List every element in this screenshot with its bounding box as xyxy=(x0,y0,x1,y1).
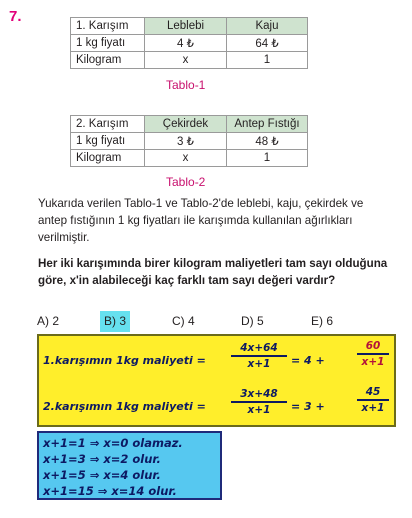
table-cell: Kilogram xyxy=(71,150,145,167)
case-line-2: x+1=3 ⇒ x=2 olur. xyxy=(43,452,161,466)
table-1-caption: Tablo-1 xyxy=(166,78,206,92)
fraction-denominator: x+1 xyxy=(247,404,271,416)
table-2 xyxy=(70,115,308,167)
table-cell: Kilogram xyxy=(71,52,145,69)
case-line-4: x+1=15 ⇒ x=14 olur. xyxy=(43,484,177,498)
solution-line-2-mid: = 3 + xyxy=(291,400,325,413)
cases-box xyxy=(37,431,222,500)
table-cell: Kaju xyxy=(227,18,308,35)
fraction-bar xyxy=(357,399,389,401)
fraction-numerator: 60 xyxy=(365,340,381,352)
option-c[interactable]: C) 4 xyxy=(172,314,195,328)
table-1 xyxy=(70,17,308,69)
solution-line-1-label: 1.karışımın 1kg maliyeti = xyxy=(43,354,206,367)
table-cell: Antep Fıstığı xyxy=(227,116,308,133)
solution-line-2-label: 2.karışımın 1kg maliyeti = xyxy=(43,400,206,413)
option-d[interactable]: D) 5 xyxy=(241,314,264,328)
table-cell: x xyxy=(145,52,227,69)
option-e[interactable]: E) 6 xyxy=(311,314,334,328)
solution-line-2-result-fraction xyxy=(357,386,389,414)
table-row xyxy=(71,116,308,133)
case-line-1: x+1=1 ⇒ x=0 olamaz. xyxy=(43,436,183,450)
table-cell: x xyxy=(145,150,227,167)
table-row xyxy=(71,18,308,35)
table-cell: 1 kg fiyatı xyxy=(71,35,145,52)
table-2-caption: Tablo-2 xyxy=(166,175,206,189)
table-cell: Leblebi xyxy=(145,18,227,35)
fraction-numerator: 45 xyxy=(365,386,381,398)
table-row xyxy=(71,150,308,167)
option-a[interactable]: A) 2 xyxy=(37,314,60,328)
solution-box xyxy=(37,334,396,427)
option-b-selected[interactable]: B) 3 xyxy=(100,311,130,332)
fraction-denominator: x+1 xyxy=(361,402,385,414)
fraction-numerator: 3x+48 xyxy=(240,388,278,400)
table-cell: 1 kg fiyatı xyxy=(71,133,145,150)
case-line-3: x+1=5 ⇒ x=4 olur. xyxy=(43,468,161,482)
table-row xyxy=(71,35,308,52)
fraction-bar xyxy=(357,353,389,355)
table-cell: 1 xyxy=(227,150,308,167)
fraction-numerator: 4x+64 xyxy=(240,342,278,354)
table-cell: 48 ₺ xyxy=(227,133,308,150)
table-cell: 3 ₺ xyxy=(145,133,227,150)
table-row xyxy=(71,52,308,69)
solution-line-1-mid: = 4 + xyxy=(291,354,325,367)
table-row xyxy=(71,133,308,150)
solution-line-2-fraction xyxy=(231,388,287,416)
table-cell: 1. Karışım xyxy=(71,18,145,35)
solution-line-1-fraction xyxy=(231,342,287,370)
table-cell: 1 xyxy=(227,52,308,69)
fraction-denominator: x+1 xyxy=(361,356,385,368)
table-cell: Çekirdek xyxy=(145,116,227,133)
question-number: 7. xyxy=(9,8,22,25)
table-cell: 4 ₺ xyxy=(145,35,227,52)
fraction-bar xyxy=(231,401,287,403)
intro-paragraph: Yukarıda verilen Tablo-1 ve Tablo-2'de leblebi, kaju, çekirdek ve antep fıstığının 1 kg fiyatları ile karışımda kullanılan ağırlıkları verilmiştir. xyxy=(38,197,364,244)
question-text: Her iki karışımında birer kilogram maliyetleri tam sayı olduğuna göre, x'in alabileceği kaç farklı tam sayı değeri vardır? xyxy=(38,257,388,287)
table-cell: 2. Karışım xyxy=(71,116,145,133)
table-cell: 64 ₺ xyxy=(227,35,308,52)
fraction-bar xyxy=(231,355,287,357)
fraction-denominator: x+1 xyxy=(247,358,271,370)
solution-line-1-result-fraction xyxy=(357,340,389,368)
